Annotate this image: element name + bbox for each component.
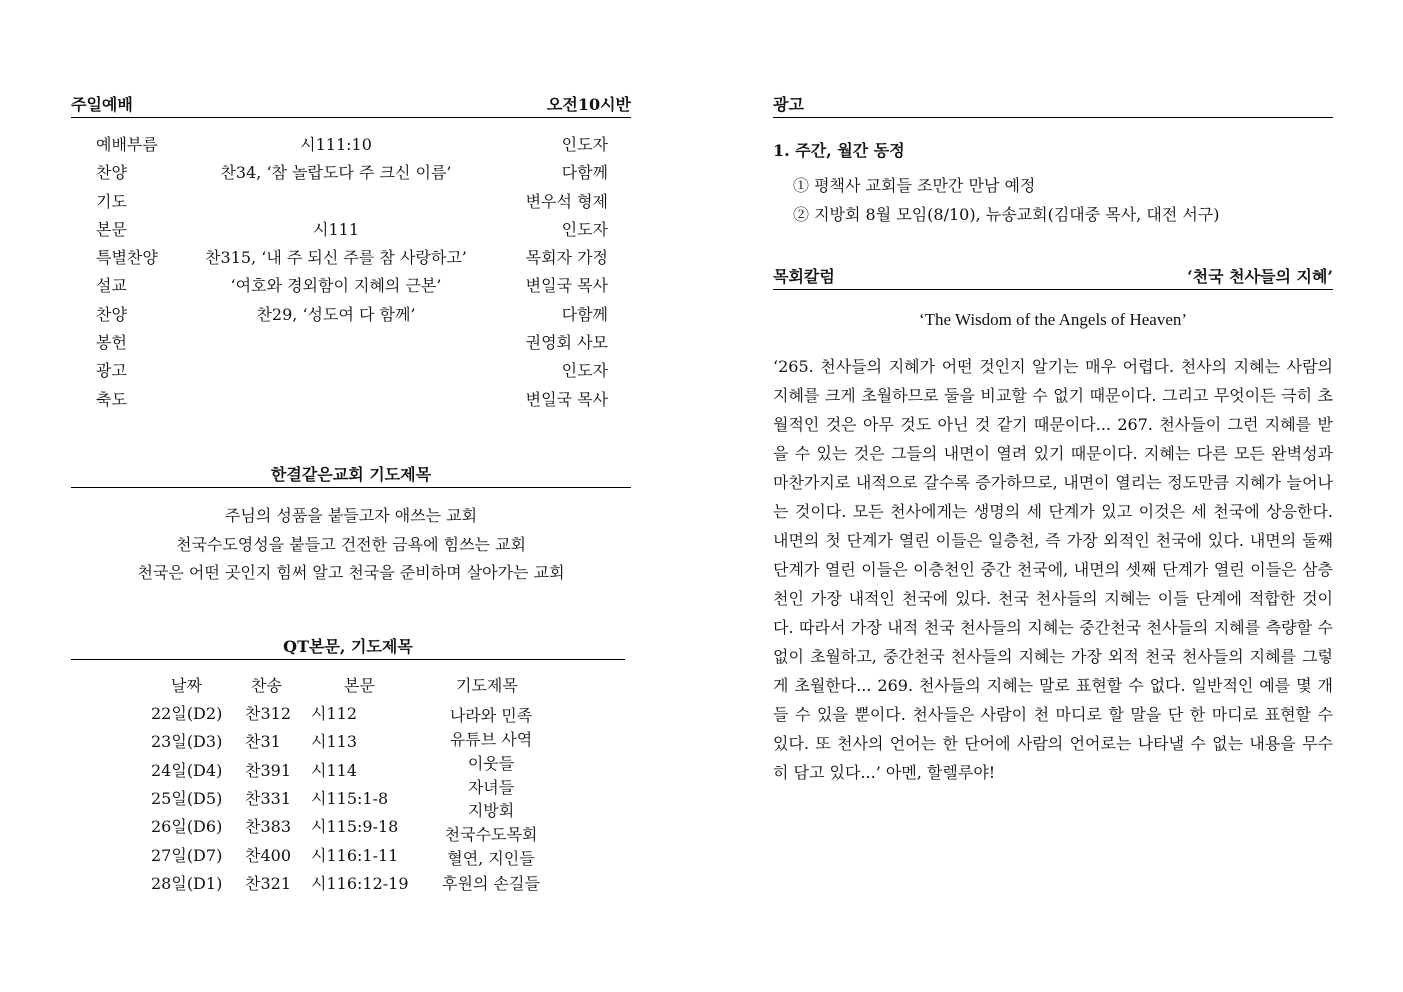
- column-english-title: ‘The Wisdom of the Angels of Heaven’: [918, 310, 1188, 329]
- announce-header: [773, 92, 1333, 118]
- qt-text: 시113: [311, 732, 357, 752]
- announce-title: 광고: [773, 95, 804, 114]
- order-person: 다함께: [561, 304, 608, 324]
- qt-date: 28일(D1): [151, 873, 223, 893]
- order-name: 본문: [96, 219, 127, 239]
- order-name: 찬양: [96, 304, 127, 324]
- worship-order: [71, 132, 608, 415]
- qt-prayer-item: 나라와 민족: [449, 706, 533, 725]
- qt-hymn: 찬331: [245, 788, 291, 808]
- qt-date: 25일(D5): [151, 788, 223, 808]
- qt-text: 시112: [311, 704, 357, 723]
- qt-date: 24일(D4): [151, 760, 223, 780]
- qt-col-date: 날짜: [171, 676, 202, 695]
- order-content: 시111: [313, 219, 359, 239]
- qt-date: 22일(D2): [151, 704, 223, 723]
- qt-text: 시116:1-11: [311, 845, 399, 865]
- prayer-item: 주님의 성품을 붙들고자 애쓰는 교회: [224, 506, 478, 525]
- order-name: 특별찬양: [96, 248, 158, 268]
- qt-prayer-item: 혈연, 지인들: [447, 849, 535, 868]
- column-body: ‘265. 천사들의 지혜가 어떤 것인지 알기는 매우 어렵다. 천사의 지혜는 사람의 지혜를 크게 초월하므로 둘을 비교할 수 없기 때문이다. 그리고 무엇이든 극히 초월적인 것은 아무 것도 아닌 것 같기 때문이다... 267. 천사들이 그런 지혜를 받을 수 있는 것은 그들의 내면이 열려 있기 때문이다. 지혜는 다른 모든 완벽성과 마찬가지로 내적으로 갈수록 증가하므로, 내면이 열리는 정도만큼 지혜가 늘어나는 것이다. 모든 천사에게는 생명의 세 단계가 있고 이것은 세 천국에 상응한다. 내면의 첫 단계가 열린 이들은 일층천, 즉 가장 외적인 천국에 있다. 내면의 둘째 단계가 열린 이들은 이층천인 중간 천국에, 내면의 셋째 단계가 열린 이들은 삼층천인 가장 내적인 천국에 있다. 천국 천사들의 지혜는 이들 단계에 적합한 것이다. 따라서 가장 내적 천국 천사들의 지혜는 중간천국 천사들의 지혜를 측량할 수 없이 초월하고, 중간천국 천사들의 지혜는 가장 외적 천국 천사들의 지혜를 그렇게 초월한다... 269. 천사들의 지혜는 말로 표현할 수 없다. 일반적인 예를 몇 개 들 수 있을 뿐이다. 천사들은 사람이 천 마디로 할 말을 단 한 마디로 표현할 수 있다. 또 천사의 언어는 한 단어에 사람의 언어로는 나타낼 수 없는 내용을 무수히 담고 있다...’ 아멘, 할렐루야!: [773, 357, 1333, 782]
- qt-prayer-item: 천국수도목회: [444, 825, 538, 844]
- qt-prayer-item: 자녀들: [467, 778, 515, 797]
- qt-hymn: 찬31: [245, 732, 281, 752]
- order-row: [71, 330, 608, 358]
- qt-hymn: 찬321: [245, 873, 291, 893]
- qt-text: 시114: [311, 760, 357, 780]
- qt-prayer-item: 이웃들: [467, 754, 515, 773]
- qt-header: [71, 634, 625, 660]
- announce-item: ① 평책사 교회들 조만간 만남 예정: [793, 176, 1036, 195]
- order-name: 광고: [96, 361, 127, 381]
- order-content: 찬29, ‘성도여 다 함께’: [256, 304, 416, 324]
- prayer-item: 천국수도영성을 붙들고 건전한 금욕에 힘쓰는 교회: [175, 534, 526, 554]
- prayer-header: [71, 462, 631, 488]
- qt-text: 시116:12-19: [311, 873, 409, 893]
- order-person: 변일국 목사: [525, 276, 608, 296]
- order-row: [71, 160, 608, 188]
- prayer-title: 한결같은교회 기도제목: [270, 465, 432, 484]
- qt-prayer-item: 지방회: [467, 801, 515, 820]
- order-row: [71, 302, 608, 330]
- qt-date: 26일(D6): [151, 817, 223, 837]
- order-name: 찬양: [96, 163, 127, 183]
- order-person: 인도자: [561, 361, 608, 381]
- qt-title: QT본문, 기도제목: [283, 637, 413, 656]
- qt-col-hymn: 찬송: [251, 676, 282, 695]
- announce-item-title: 1. 주간, 월간 동정: [773, 141, 905, 160]
- column-title: 목회칼럼: [773, 267, 835, 286]
- order-content: ‘여호와 경외함이 지혜의 근본’: [230, 276, 442, 296]
- order-name: 봉헌: [96, 333, 127, 353]
- qt-hymn: 찬391: [245, 760, 291, 780]
- qt-prayer-item: 유튜브 사역: [449, 730, 533, 749]
- order-row: [71, 189, 608, 217]
- qt-text: 시115:9-18: [311, 817, 399, 837]
- order-person: 권영회 사모: [525, 333, 608, 353]
- order-row: [71, 132, 608, 160]
- order-row: [71, 217, 608, 245]
- order-person: 변일국 목사: [525, 389, 608, 409]
- order-person: 인도자: [561, 219, 608, 239]
- announce-item: ② 지방회 8월 모임(8/10), 뉴송교회(김대중 목사, 대전 서구): [793, 205, 1220, 224]
- qt-hymn: 찬383: [245, 817, 291, 837]
- qt-text: 시115:1-8: [311, 788, 389, 808]
- prayer-list: [71, 502, 631, 588]
- order-name: 설교: [96, 276, 127, 296]
- order-person: 변우석 형제: [525, 191, 608, 211]
- qt-date: 23일(D3): [151, 732, 223, 752]
- order-person: 목회자 가정: [525, 248, 608, 268]
- worship-title: 주일예배: [71, 95, 133, 114]
- order-content: 찬315, ‘내 주 되신 주를 참 사랑하고’: [205, 248, 467, 268]
- order-name: 축도: [96, 389, 127, 409]
- order-row: [71, 245, 608, 273]
- order-name: 기도: [96, 191, 127, 211]
- qt-hymn: 찬312: [245, 704, 291, 723]
- qt-date: 27일(D7): [151, 845, 223, 865]
- order-row: [71, 387, 608, 415]
- worship-header: [71, 92, 631, 118]
- qt-hymn: 찬400: [245, 845, 291, 865]
- order-name: 예배부름: [96, 135, 158, 154]
- qt-col-text: 본문: [344, 676, 375, 695]
- qt-col-prayer: 기도제목: [456, 676, 518, 695]
- order-row: [71, 273, 608, 301]
- order-content: 찬34, ‘참 놀랍도다 주 크신 이름’: [220, 163, 452, 183]
- worship-time: 오전10시반: [546, 95, 631, 114]
- qt-prayer-item: 후원의 손길들: [442, 874, 540, 893]
- column-header: [773, 264, 1333, 290]
- order-person: 다함께: [561, 163, 608, 183]
- order-person: 인도자: [561, 135, 608, 154]
- order-row: [71, 358, 608, 386]
- prayer-item: 천국은 어떤 곳인지 힘써 알고 천국을 준비하며 살아가는 교회: [137, 563, 565, 582]
- order-content: 시111:10: [300, 135, 372, 154]
- column-subtitle: ‘천국 천사들의 지혜’: [1187, 267, 1333, 286]
